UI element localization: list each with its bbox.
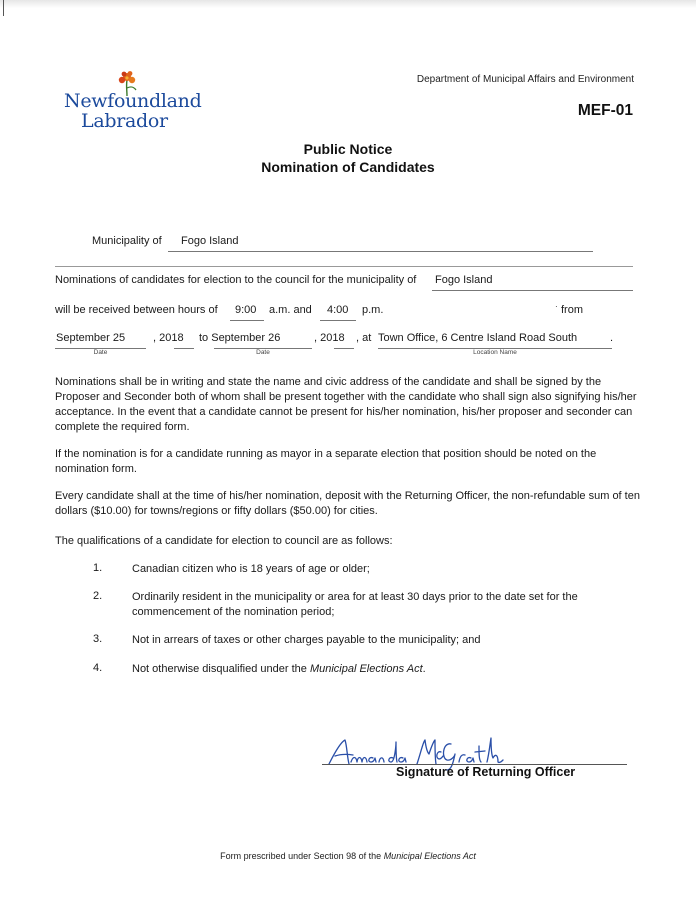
hours-prefix: will be received between hours of (55, 304, 218, 316)
qualification-number: 3. (93, 633, 103, 645)
start-date: September 25 (56, 332, 126, 344)
at-text: , at (356, 332, 372, 344)
government-logo (60, 70, 210, 140)
form-code: MEF-01 (577, 102, 633, 119)
scan-edge-mark (3, 0, 4, 16)
end-time-underline (320, 320, 356, 321)
municipality-name: Fogo Island (181, 235, 239, 247)
footer-act-title: Municipal Elections Act (383, 851, 476, 861)
notice-title: Public Notice (303, 141, 393, 157)
nominations-municipality: Fogo Island (435, 274, 493, 286)
location-name: Town Office, 6 Centre Island Road South (378, 332, 578, 344)
year-2-underline (334, 348, 354, 349)
pm-text: p.m. (362, 304, 384, 316)
section-divider (55, 266, 633, 267)
footer-note (0, 851, 696, 861)
nominations-intro: Nominations of candidates for election to the council for the municipality of (55, 274, 417, 286)
department-name: Department of Municipal Affairs and Environment (416, 74, 634, 85)
nominations-municipality-underline (432, 290, 633, 291)
line-end-period: . (610, 332, 614, 344)
municipality-label: Municipality of (92, 235, 162, 247)
qualification-number: 4. (93, 662, 103, 674)
qualification-item: Not in arrears of taxes or other charges payable to the municipality; and (132, 634, 481, 646)
to-end-date: to September 26 (199, 332, 281, 344)
qualification-item: Ordinarily resident in the municipality or area for at least 30 days prior to the date set for the commencement of the nomination period; (132, 591, 578, 618)
signature-label: Signature of Returning Officer (396, 765, 576, 779)
logo-line-newfoundland: Newfoundland (64, 90, 202, 112)
qualification-text: Not otherwise disqualified under the (132, 663, 310, 675)
scan-edge-shadow (0, 0, 696, 8)
logo-line-labrador: Labrador (81, 110, 168, 132)
end-time: 4:00 (327, 304, 349, 316)
am-and-text: a.m. and (269, 304, 312, 316)
qualification-item (132, 662, 612, 677)
year-2: , 2018 (314, 332, 345, 344)
paragraph-nomination-requirements: Nominations shall be in writing and state the name and civic address of the candidate and shall be signed by the Proposer and Seconder both of whom shall be present together with the candidate who shall sign also signifying his/her acceptance. In the event that a candidate cannot be present for his/her nomination, his/her proposer and seconder can complete the required form. (55, 376, 637, 433)
start-time-underline (230, 320, 264, 321)
qualification-number: 1. (93, 562, 103, 574)
footer-text: Form prescribed under Section 98 of the (220, 851, 384, 861)
start-date-caption: Date (93, 349, 108, 356)
municipality-underline (168, 251, 593, 252)
start-time: 9:00 (235, 304, 257, 316)
qualification-period: . (422, 663, 426, 675)
end-date-caption: Date (256, 349, 270, 356)
paragraph-qualifications-intro: The qualifications of a candidate for election to council are as follows: (55, 535, 393, 547)
year-1: , 2018 (153, 332, 184, 344)
notice-subtitle: Nomination of Candidates (261, 159, 435, 175)
act-title: Municipal Elections Act (309, 663, 423, 675)
qualification-number: 2. (93, 590, 103, 602)
location-caption: Location Name (473, 349, 517, 356)
from-dot: · (555, 302, 558, 311)
year-1-underline (174, 348, 194, 349)
paragraph-mayor: If the nomination is for a candidate running as mayor in a separate election that position should be noted on the nomination form. (55, 448, 597, 475)
paragraph-deposit: Every candidate shall at the time of his/her nomination, deposit with the Returning Officer, the non-refundable sum of ten dollars ($10.00) for towns/regions or fifty dollars ($50.00) for cities. (55, 490, 640, 517)
from-text: from (561, 304, 583, 316)
qualification-item: Canadian citizen who is 18 years of age or older; (132, 563, 370, 575)
